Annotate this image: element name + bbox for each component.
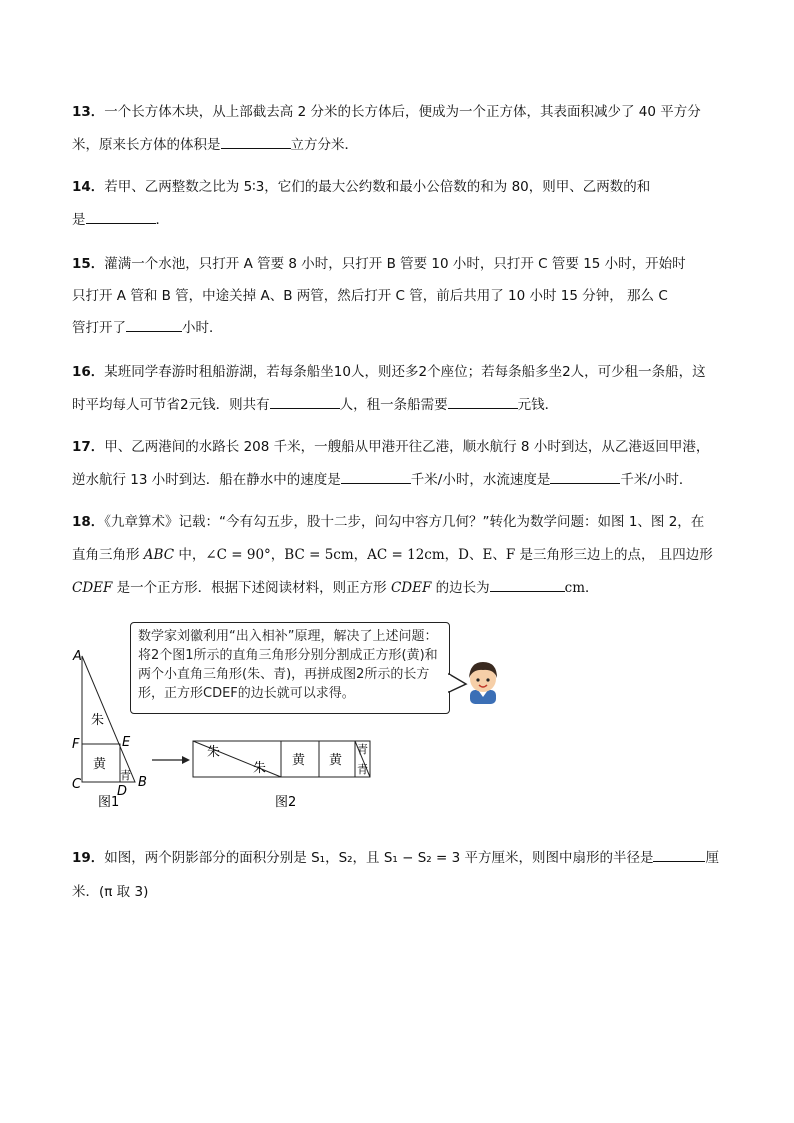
question-16-text-4: 元钱．: [517, 397, 559, 413]
question-14-text-3: ．: [155, 212, 169, 228]
arrow-head-icon: [182, 756, 190, 764]
label-D: D: [117, 784, 128, 799]
question-19-number: 19．: [72, 850, 105, 866]
figure-1: [82, 656, 135, 782]
question-16-text-2: 时平均每人可节省2元钱．则共有: [72, 397, 270, 413]
region-zhu: 朱: [91, 713, 105, 728]
label-C: C: [72, 777, 82, 792]
question-17-text-1: 甲、乙两港间的水路长 208 千米，一艘船从甲港开往乙港，顺水航行 8 小时到达，从乙港返回甲港，: [104, 439, 710, 455]
question-19-text-1: 如图，两个阴影部分的面积分别是 S₁，S₂，且 S₁ − S₂ = 3 平方厘米，则图中扇形的半径是: [104, 850, 654, 866]
square-label: CDEF: [390, 580, 432, 596]
region-qing-2: 青: [357, 763, 368, 776]
answer-blank[interactable]: [653, 847, 705, 862]
question-19-line-1: [72, 847, 719, 868]
region-huang-1: 黄: [292, 753, 306, 768]
question-14-text-1: 若甲、乙两整数之比为 5∶3，它们的最大公约数和最小公倍数的和为 80，则甲、乙两数的和: [104, 179, 651, 195]
label-A: A: [73, 649, 82, 664]
question-16-text-1: 某班同学春游时租船游湖，若每条船坐10人，则还多2个座位；若每条船多坐2人，可少租一条船，这: [104, 364, 706, 380]
right-triangle-ABC: [82, 656, 135, 782]
question-15-number: 15．: [72, 256, 105, 272]
question-19-text-2: 厘: [705, 850, 719, 866]
question-13-text-3: 立方分米．: [290, 137, 358, 153]
region-zhu-2: 朱: [253, 761, 267, 776]
question-16-number: 16．: [72, 364, 105, 380]
question-17-text-4: 千米/小时．: [620, 472, 693, 488]
question-18-number: 18．: [72, 514, 105, 530]
question-13-text-2: 米，原来长方体的体积是: [72, 137, 221, 153]
label-F: F: [72, 737, 80, 752]
question-18-text-4: 是一个正方形．根据下述阅读材料，则正方形: [112, 580, 391, 596]
question-14-number: 14．: [72, 179, 105, 195]
question-15-text-4: 小时．: [182, 320, 223, 336]
question-18-text-5: 的边长为: [431, 580, 490, 596]
question-16-text-3: 人，租一条船需要: [339, 397, 448, 413]
region-huang-2: 黄: [329, 753, 343, 768]
question-13-number: 13．: [72, 104, 105, 120]
question-13-text-1: 一个长方体木块，从上部截去高 2 分米的长方体后，便成为一个正方体，其表面积减少了 40 平方分: [104, 104, 701, 120]
label-B: B: [138, 775, 147, 790]
question-15-text-2: 只打开 A 管和 B 管，中途关掉 A、B 两管，然后打开 C 管，前后共用了 10 小时 15 分钟， 那么 C: [72, 288, 668, 304]
region-qing: 青: [120, 769, 131, 782]
question-17-text-2: 逆水航行 13 小时到达．船在静水中的速度是: [72, 472, 341, 488]
question-18-text-2: 直角三角形: [72, 547, 144, 563]
question-15-text-1: 灌满一个水池，只打开 A 管要 8 小时，只打开 B 管要 10 小时，只打开 C 管要 15 小时，开始时: [104, 256, 686, 272]
label-E: E: [122, 735, 131, 750]
question-19-text-3: 米．(π 取 3): [72, 884, 149, 900]
question-18-text-3: 中，∠C = 90°，BC = 5cm，AC = 12cm，D、E、F 是三角形三边上的点， 且四边形: [174, 547, 713, 563]
region-huang: 黄: [93, 757, 107, 772]
callout-pointer: [449, 674, 466, 692]
figure-2-caption: 图2: [275, 795, 297, 810]
square-label: CDEF: [72, 580, 113, 596]
triangle-label: ABC: [143, 547, 175, 563]
callout-text: 数学家刘徽利用“出入相补”原理，解决了上述问题：将2个图1所示的直角三角形分别分割成正方形(黄)和两个小直角三角形(朱、青)，再拼成图2所示的长方形，正方形CDEF的边长就可以求得。: [138, 629, 438, 701]
question-17-number: 17．: [72, 439, 105, 455]
question-17-text-3: 千米/小时，水流速度是: [410, 472, 551, 488]
figure-1-caption: 图1: [98, 795, 120, 810]
question-18-unit: cm．: [564, 580, 599, 596]
question-19-line-2: [72, 882, 148, 902]
question-15-text-3: 管打开了: [72, 320, 126, 336]
region-zhu-1: 朱: [207, 745, 221, 760]
region-qing-1: 青: [357, 743, 368, 756]
boy-avatar-icon: [469, 662, 497, 704]
question-18-text-1: 《九章算术》记载：“今有勾五步，股十二步，问勾中容方几何？”转化为数学问题：如图 1、图 2，在: [104, 514, 705, 530]
question-14-text-2: 是: [72, 212, 86, 228]
